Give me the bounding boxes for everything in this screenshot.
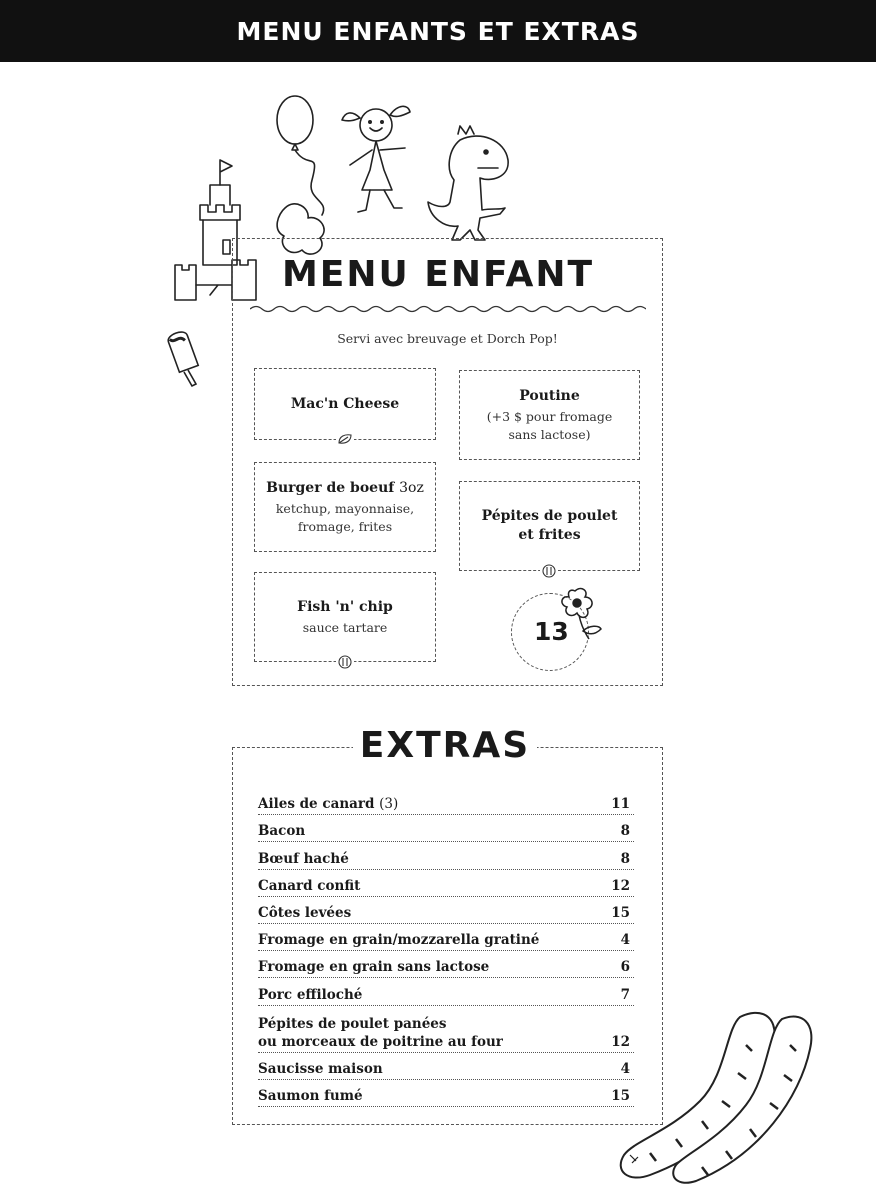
item-size: 3oz xyxy=(399,479,424,496)
kids-item-mac-n-cheese xyxy=(254,368,436,440)
extras-row xyxy=(258,870,634,897)
item-name: Burger de boeuf xyxy=(266,479,395,496)
extra-name: Fromage en grain/mozzarella gratiné xyxy=(258,932,540,949)
extra-price: 8 xyxy=(620,823,630,840)
item-description: ketchup, mayonnaise, xyxy=(275,500,415,516)
extras-row xyxy=(258,1053,634,1080)
flower-icon xyxy=(553,585,607,643)
extras-row xyxy=(258,978,634,1005)
extra-name: Saucisse maison xyxy=(258,1060,383,1077)
extras-list xyxy=(258,788,634,1107)
extras-row xyxy=(258,951,634,978)
extras-row xyxy=(258,1080,634,1107)
page-title: MENU ENFANTS ET EXTRAS xyxy=(236,16,640,46)
item-name: Pépites de poulet xyxy=(481,508,618,524)
extra-price: 7 xyxy=(620,986,630,1003)
extras-row xyxy=(258,788,634,815)
item-name-row xyxy=(266,479,424,498)
kids-item-burger xyxy=(254,462,436,552)
item-name: Mac'n Cheese xyxy=(290,395,400,412)
extras-row xyxy=(258,815,634,842)
kids-menu-subtitle: Servi avec breuvage et Dorch Pop! xyxy=(337,331,558,346)
kids-menu-title: MENU ENFANT xyxy=(281,254,595,295)
ornament-icon xyxy=(336,654,354,670)
kids-item-poutine xyxy=(459,370,640,460)
item-name: Poutine xyxy=(519,387,580,404)
item-name: et frites xyxy=(518,527,581,543)
item-description: fromage, frites xyxy=(297,518,393,534)
extra-name: Côtes levées xyxy=(258,904,352,921)
extras-row xyxy=(258,897,634,924)
extra-name: Canard confit xyxy=(258,877,361,894)
extra-price: 8 xyxy=(620,850,630,867)
item-description: sans lactose) xyxy=(508,426,591,442)
kids-item-fish-n-chip xyxy=(254,572,436,662)
kids-item-pepites xyxy=(459,481,640,571)
balloon-icon xyxy=(277,96,324,215)
extra-name: Saumon fumé xyxy=(258,1087,363,1104)
extra-price: 12 xyxy=(611,1033,630,1050)
extras-row xyxy=(258,842,634,869)
extra-name: Pépites de poulet panées ou morceaux de poitrine au four xyxy=(258,1015,503,1050)
extra-price: 11 xyxy=(611,796,630,813)
extra-name: Porc effiloché xyxy=(258,986,363,1003)
extra-price: 15 xyxy=(611,1087,630,1104)
dinosaur-icon xyxy=(428,126,508,240)
popsicle-icon xyxy=(166,328,210,390)
extra-price: 15 xyxy=(611,904,630,921)
extra-price: 6 xyxy=(620,959,630,976)
extra-qty: (3) xyxy=(379,796,399,813)
girl-doodle-icon xyxy=(342,106,410,212)
extra-name: Bœuf haché xyxy=(258,850,349,867)
item-description: sauce tartare xyxy=(302,619,388,635)
extra-price: 12 xyxy=(611,877,630,894)
ornament-icon xyxy=(540,563,558,579)
leaf-icon xyxy=(336,431,354,447)
extra-name: Fromage en grain sans lactose xyxy=(258,959,490,976)
wavy-divider xyxy=(250,302,646,316)
extra-price: 4 xyxy=(620,1060,630,1077)
extra-name: Bacon xyxy=(258,823,306,840)
sausage-illustration xyxy=(610,1005,820,1190)
kids-price: 13 xyxy=(534,617,569,646)
item-description: (+3 $ pour fromage xyxy=(486,408,613,424)
extra-price: 4 xyxy=(620,932,630,949)
item-name: Fish 'n' chip xyxy=(297,598,393,615)
extras-title: EXTRAS xyxy=(353,725,537,766)
header-bar xyxy=(0,0,876,62)
extras-row xyxy=(258,1006,634,1053)
extras-row xyxy=(258,924,634,951)
extra-name: Ailes de canard (3) xyxy=(258,796,399,813)
